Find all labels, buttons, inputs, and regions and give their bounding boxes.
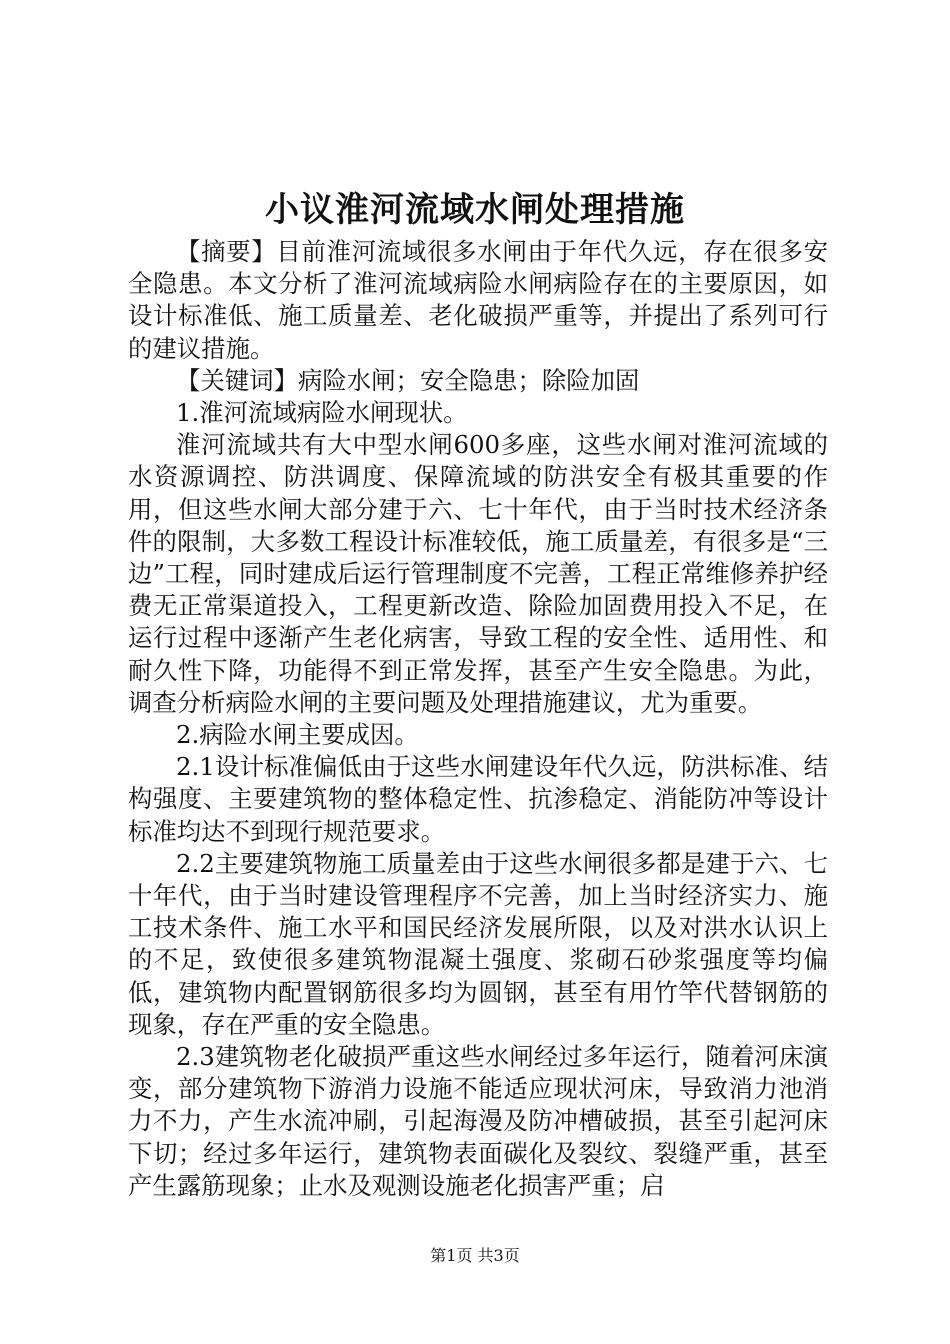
page-footer: 第1页 共3页 [430, 1246, 520, 1265]
body-paragraph: 2.2主要建筑物施工质量差由于这些水闸很多都是建于六、七十年代，由于当时建设管理程序不完善，加上当时经济实力、施工技术条件、施工水平和国民经济发展所限，以及对洪水认识上的不足，致使很多建筑物混凝土强度、浆砌石砂浆强度等均偏低，建筑物内配置钢筋很多均为圆钢，甚至有用竹竿代替钢筋的现象，存在严重的安全隐患。 [128, 848, 828, 1039]
section-heading: 2.病险水闸主要成因。 [176, 720, 419, 750]
abstract-paragraph: 【摘要】目前淮河流域很多水闸由于年代久远，存在很多安全隐患。本文分析了淮河流域病险水闸病险存在的主要原因，如设计标准低、施工质量差、老化破损严重等，并提出了系列可行的建议措施。 [128, 237, 828, 363]
keywords-paragraph: 【关键词】病险水闸；安全隐患；除险加固 [176, 365, 640, 395]
body-paragraph: 2.3建筑物老化破损严重这些水闸经过多年运行，随着河床演变，部分建筑物下游消力设施不能适应现状河床，导致消力池消力不力，产生水流冲刷，引起海漫及防冲槽破损，甚至引起河床下切；经过多年运行，建筑物表面碳化及裂纹、裂缝严重，甚至产生露筋现象；止水及观测设施老化损害严重；启 [128, 1042, 828, 1200]
document-body [128, 236, 828, 1202]
section-heading: 1.淮河流域病险水闸现状。 [176, 398, 468, 428]
body-paragraph: 淮河流域共有大中型水闸600多座，这些水闸对淮河流域的水资源调控、防洪调度、保障流域的防洪安全有极其重要的作用，但这些水闸大部分建于六、七十年代，由于当时技术经济条件的限制，大多数工程设计标准较低，施工质量差，有很多是“三边”工程，同时建成后运行管理制度不完善，工程正常维修养护经费无正常渠道投入，工程更新改造、除险加固费用投入不足，在运行过程中逐渐产生老化病害，导致工程的安全性、适用性、和耐久性下降，功能得不到正常发挥，甚至产生安全隐患。为此，调查分析病险水闸的主要问题及处理措施建议，尤为重要。 [128, 430, 828, 717]
body-paragraph: 2.1设计标准偏低由于这些水闸建设年代久远，防洪标准、结构强度、主要建筑物的整体稳定性、抗渗稳定、消能防冲等设计标准均达不到现行规范要求。 [128, 752, 828, 846]
document-title: 小议淮河流域水闸处理措施 [265, 190, 685, 230]
